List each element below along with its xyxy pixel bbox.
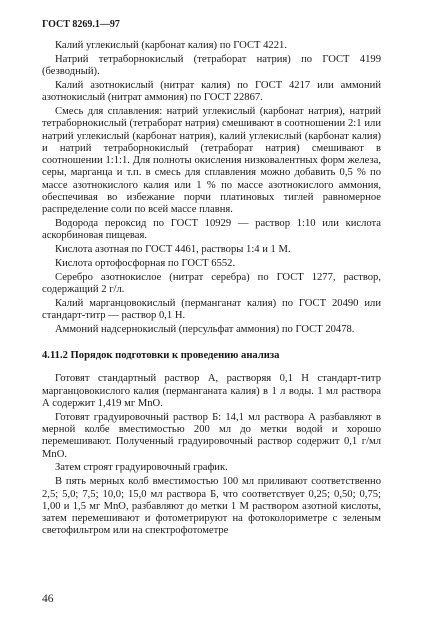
section-title: 4.11.2 Порядок подготовки к проведению анализа [42,350,280,362]
paragraph: Затем строят градуировочный график. [55,462,228,474]
paragraph: Калий азотнокислый (нитрат калия) по ГОСТ 4217 или аммоний азотнокислый (нитрат аммония) по ГОСТ 22867. [42,79,381,104]
page-number: 46 [42,593,54,605]
document-code: ГОСТ 8269.1—97 [42,19,120,30]
paragraph: Серебро азотнокислое (нитрат серебра) по ГОСТ 1277, раствор, содержащий 2 г/л. [42,271,381,296]
paragraph: Кислота азотная по ГОСТ 4461, растворы 1:4 и 1 М. [55,244,291,256]
paragraph: В пять мерных колб вместимостью 100 мл приливают соответственно 2,5; 5,0; 7,5; 10,0; 15,0 мл раствора Б, что соответствует 0,25; 0,50; 0,75; 1,00 и 1,5 мг MnO, разбавляют до метки 1 М раствором азотной кислоты, затем перемешивают и фотометрируют на фотоколориметре с зеленым светофильтром или на спектрофотометре [42,476,381,537]
paragraph: Калий марганцовокислый (перманганат калия) по ГОСТ 20490 или стандарт-титр — раствор 0,1 Н. [42,297,381,322]
paragraph: Натрий тетраборнокислый (тетраборат натрия) по ГОСТ 4199 (безводный). [42,53,381,78]
paragraph: Смесь для сплавления: натрий углекислый (карбонат натрия), натрий тетраборнокислый (тетраборат натрия) смешивают в соотношении 2:1 или натрий углекислый (карбонат натрия), калий углекислый (карбонат калия) и натрий тетраборнокислый (тетраборат натрия) смешивают в соотношении 1:1:1. Для полноты окисления низковалентных форм железа, серы, марганца и т.п. в смесь для сплавления можно добавить 0,5 % по массе азотнокислого калия или 1 % по массе азотнокислого аммония, обеспечивая во избежание порчи платиновых тиглей равномерное распределение соли по всей массе плавня. [42,105,381,216]
paragraph: Калий углекислый (карбонат калия) по ГОСТ 4221. [55,40,287,51]
paragraph: Готовят градуировочный раствор Б: 14,1 мл раствора А разбавляют в мерной колбе вместимостью 200 мл до метки водой и хорошо перемешивают. Полученный градуировочный раствор содержит 0,1 г/мл MnO. [42,411,381,460]
paragraph: Водорода пероксид по ГОСТ 10929 — раствор 1:10 или кислота аскорбиновая пищевая. [42,218,381,242]
paragraph: Кислота ортофосфорная по ГОСТ 6552. [55,258,236,270]
paragraph: Готовят стандартный раствор А, растворяя 0,1 Н стандарт-титр марганцовокислого калия (перманганата калия) в 1 л воды. 1 мл раствора А содержит 1,419 мг MnO. [42,373,381,409]
paragraph: Аммоний надсернокислый (персульфат аммония) по ГОСТ 20478. [55,324,355,336]
